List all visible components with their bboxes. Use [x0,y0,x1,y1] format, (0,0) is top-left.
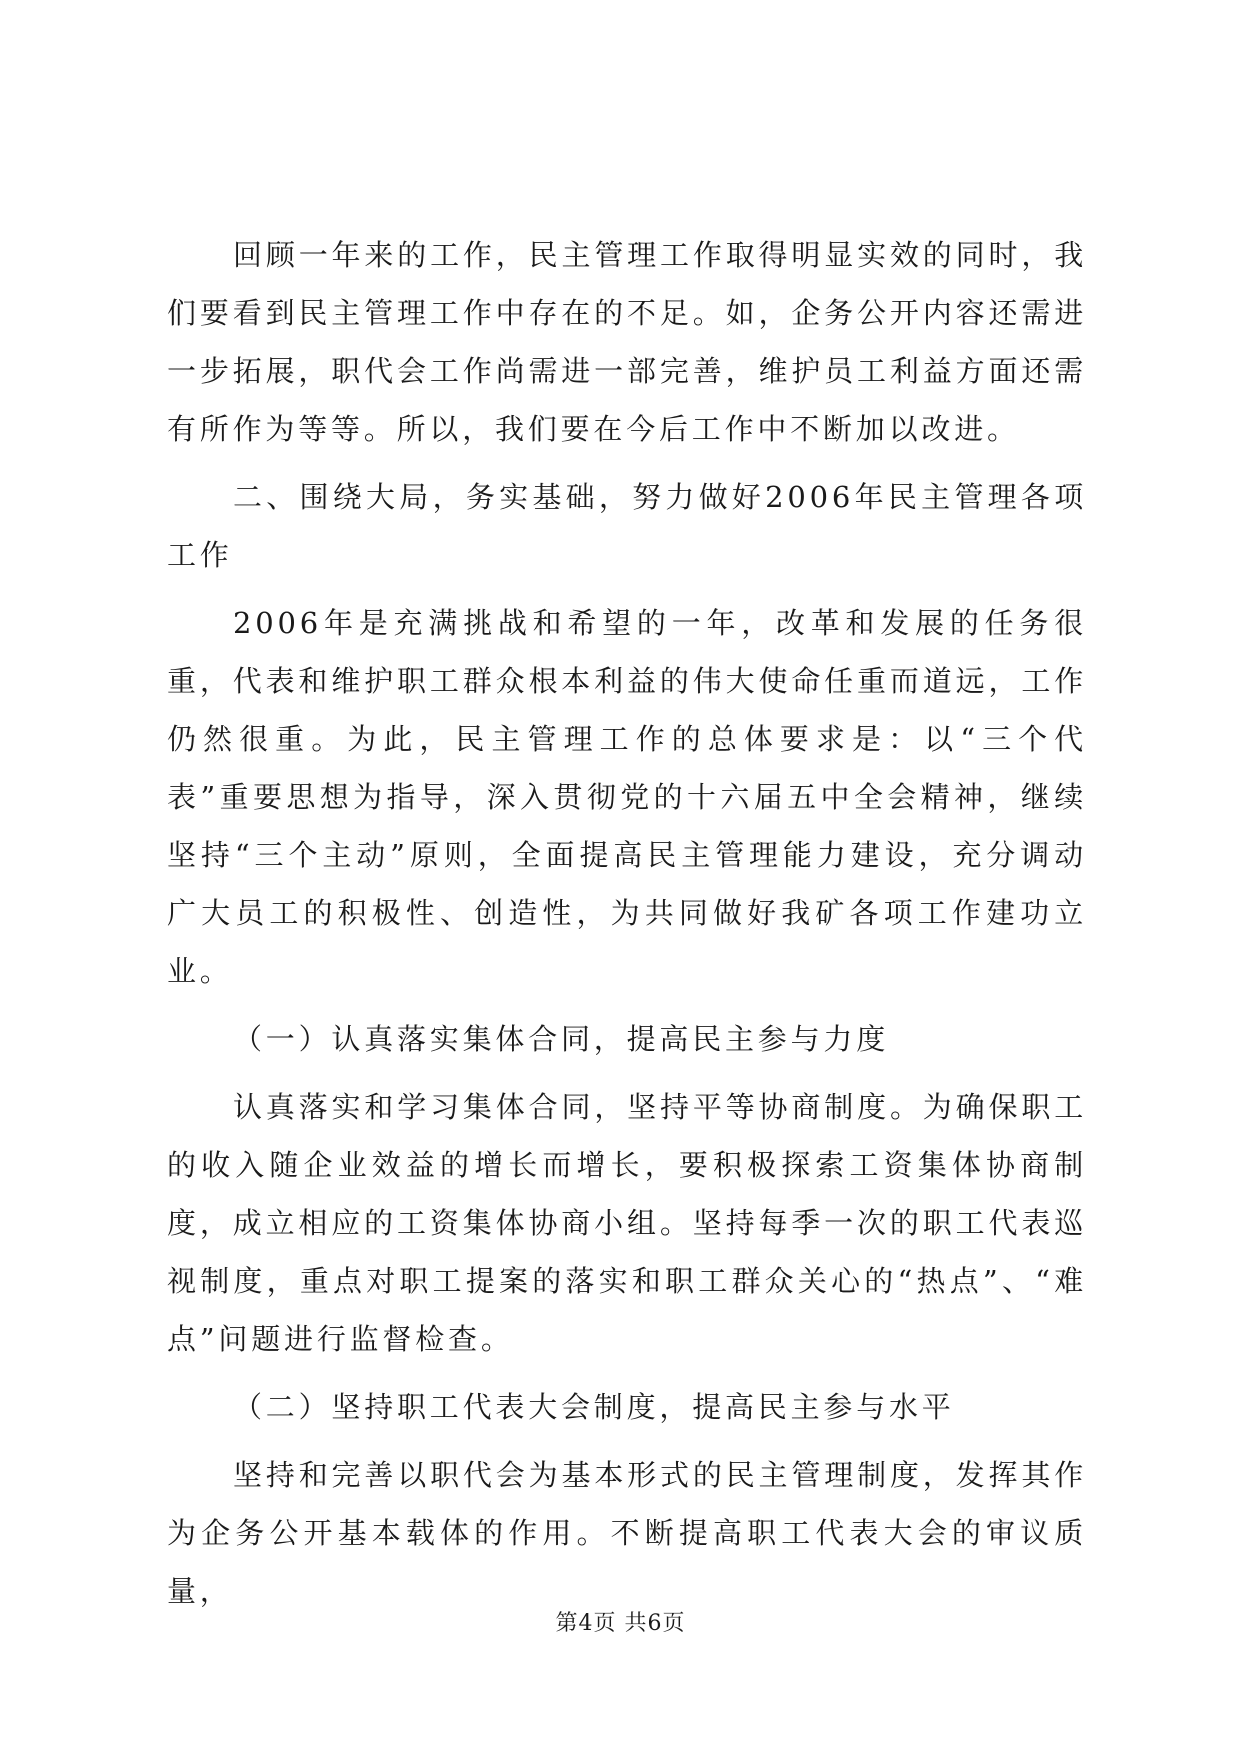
subheading-workers-congress: （二）坚持职工代表大会制度，提高民主参与水平 [233,1390,955,1424]
section-heading-two: 二、围绕大局，务实基础，努力做好2006年民主管理各项工作 [167,480,1087,572]
document-body [167,226,1087,1620]
subheading-collective-contract: （一）认真落实集体合同，提高民主参与力度 [233,1022,890,1056]
paragraph-review: 回顾一年来的工作，民主管理工作取得明显实效的同时，我们要看到民主管理工作中存在的不足。如，企务公开内容还需进一步拓展，职代会工作尚需进一部完善，维护员工利益方面还需有所作为等等。所以，我们要在今后工作中不断加以改进。 [167,238,1087,446]
paragraph-workers-congress: 坚持和完善以职代会为基本形式的民主管理制度，发挥其作为企务公开基本载体的作用。不断提高职工代表大会的审议质量， [167,1458,1087,1608]
paragraph-2006-overview: 2006年是充满挑战和希望的一年，改革和发展的任务很重，代表和维护职工群众根本利益的伟大使命任重而道远，工作仍然很重。为此，民主管理工作的总体要求是：以“三个代表”重要思想为指导，深入贯彻党的十六届五中全会精神，继续坚持“三个主动”原则，全面提高民主管理能力建设，充分调动广大员工的积极性、创造性，为共同做好我矿各项工作建功立业。 [167,606,1087,988]
paragraph-collective-contract: 认真落实和学习集体合同，坚持平等协商制度。为确保职工的收入随企业效益的增长而增长，要积极探索工资集体协商制度，成立相应的工资集体协商小组。坚持每季一次的职工代表巡视制度，重点对职工提案的落实和职工群众关心的“热点”、“难点”问题进行监督检查。 [167,1090,1087,1356]
page-number-footer: 第4页 共6页 [555,1611,686,1636]
